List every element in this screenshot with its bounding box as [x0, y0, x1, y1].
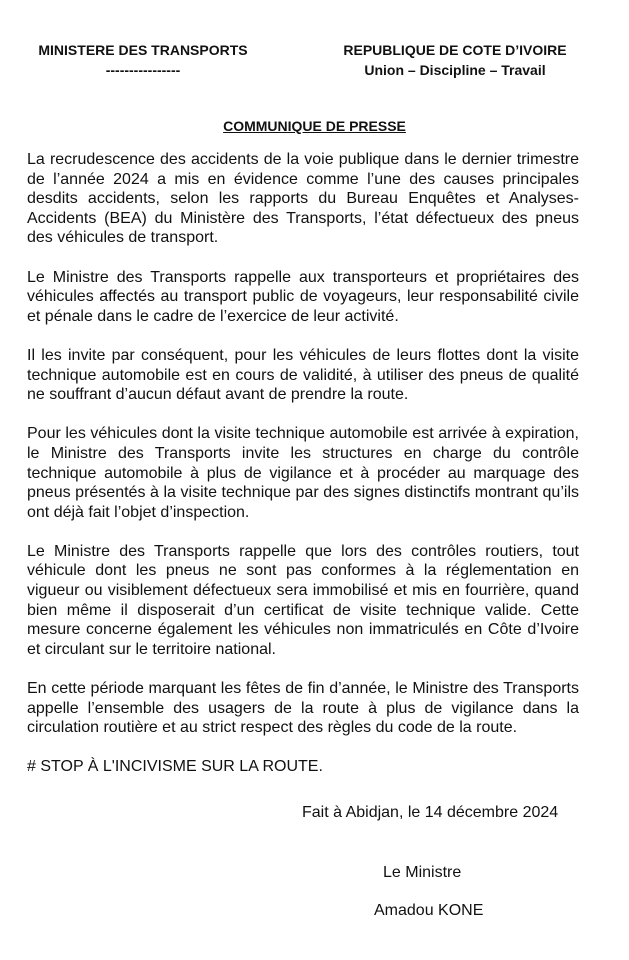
signatory-title: Le Ministre	[383, 864, 462, 881]
paragraph: En cette période marquant les fêtes de fin d’année, le Ministre des Transports appelle l’ensemble des usagers de la route à plus de vigilance dans la circulation routière et au strict respect des règles du code de la route.	[27, 680, 579, 737]
paragraph: La recrudescence des accidents de la voie publique dans le dernier trimestre de l’année 2024 a mis en évidence comme l’une des causes principales desdits accidents, selon les rapports du Bureau Enquêtes et Analyses-Accidents (BEA) du Ministère des Transports, l’état défectueux des pneus des véhicules de transport.	[27, 151, 579, 247]
document-body	[27, 150, 579, 777]
paragraph: Il les invite par conséquent, pour les véhicules de leurs flottes dont la visite technique automobile est en cours de validité, à utiliser des pneus de qualité ne souffrant d’aucun défaut avant de prendre la route.	[27, 346, 579, 404]
header-ministry-block	[28, 40, 258, 80]
national-motto: Union – Discipline – Travail	[364, 62, 546, 78]
ministry-name: MINISTERE DES TRANSPORTS	[38, 42, 248, 58]
header-republic-block	[330, 40, 580, 80]
paragraph: Le Ministre des Transports rappelle que lors des contrôles routiers, tout véhicule dont les pneus ne sont pas conformes à la réglementation en vigueur ou visiblement défectueux sera immobilisé et mis en fourrière, quand bien même il disposerait d’un certificat de visite technique valide. Cette mesure concerne également les véhicules non immatriculés en Côte d’Ivoire et circulant sur le territoire national.	[27, 542, 579, 658]
paragraph: Le Ministre des Transports rappelle aux transporteurs et propriétaires des véhicules affectés au transport public de voyageurs, leur responsabilité civile et pénale dans le cadre de l’exercice de leur activité.	[27, 268, 579, 325]
document-title: COMMUNIQUE DE PRESSE	[223, 118, 406, 134]
republic-name: REPUBLIQUE DE COTE D’IVOIRE	[343, 42, 567, 58]
place-and-date: Fait à Abidjan, le 14 décembre 2024	[302, 804, 559, 821]
signatory-name: Amadou KONE	[374, 902, 484, 919]
slogan: # STOP À L'INCIVISME SUR LA ROUTE.	[27, 758, 323, 776]
paragraph: Pour les véhicules dont la visite technique automobile est arrivée à expiration, le Ministre des Transports invite les structures en charge du contrôle technique automobile à plus de vigilance et à procéder au marquage des pneus présentés à la visite technique par des signes distinctifs montrant qu’ils ont déjà fait l’objet d’inspection.	[27, 425, 579, 521]
ministry-separator: ----------------	[105, 62, 181, 78]
